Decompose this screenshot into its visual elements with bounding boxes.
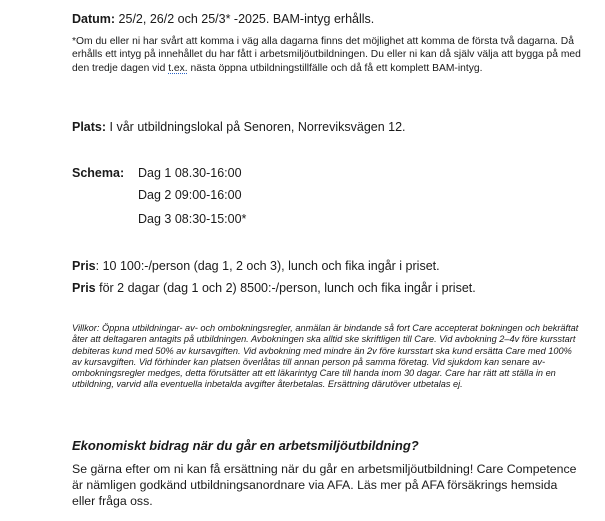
pris-line-1 xyxy=(72,259,587,274)
datum-text: 25/2, 26/2 och 25/3* -2025. BAM-intyg erhålls. xyxy=(118,12,375,26)
plats-text: I vår utbildningslokal på Senoren, Norreviksvägen 12. xyxy=(109,120,406,134)
pris-line-2 xyxy=(72,281,587,296)
plats-line xyxy=(72,120,587,135)
pris-label: Pris xyxy=(72,259,96,273)
datum-line xyxy=(72,12,587,27)
pris-text: för 2 dagar (dag 1 och 2) 8500:-/person, lunch och fika ingår i priset. xyxy=(95,281,476,295)
pris-label: Pris xyxy=(72,281,96,295)
note-text-after: nästa öppna utbildningstillfälle och då få ett komplett BAM-intyg. xyxy=(187,62,483,74)
ekonomi-heading: Ekonomiskt bidrag när du går en arbetsmiljöutbildning? xyxy=(72,438,419,453)
schema-label: Schema: xyxy=(72,166,125,180)
pris-text: : 10 100:-/person (dag 1, 2 och 3), lunch och fika ingår i priset. xyxy=(95,259,440,273)
villkor-text: Villkor: Öppna utbildningar- av- och ombokningsregler, anmälan är bindande så fort Care accepterat bokningen och bekräftat åter att deltagaren antagits på utbildningen. Avbokningen ska alltid ske skriftligen till Care. Vid avbokning 2–4v före kursstart debiteras kund med 50% av kursavgiften. Vid avbokning med mindre än 2v före kursstart ska kund ersätta Care med 100% av kursavgiften. Vid förhinder kan platsen överlåtas till annan person på samma företag. Vid sjukdom kan senare av- ombokningsregler medges, detta förutsätter att ett läkarintyg Care till handa inom 30 dagar. Care har rätt att ställa in en utbildning, varvid alla eventuella inbetalda avgifter återbetalas. Ersättning därutöver utbetalas ej. xyxy=(72,323,579,390)
attendance-note xyxy=(72,35,583,75)
note-abbreviation: t.ex. xyxy=(168,62,188,74)
ekonomi-text: Se gärna efter om ni kan få ersättning när du går en arbetsmiljöutbildning! Care Competence är nämligen godkänd utbildningsanordnare via AFA. Läs mer på AFA försäkrings hemsida eller fråga oss. xyxy=(72,462,577,508)
schema-day-1: Dag 1 08.30-16:00 xyxy=(138,166,242,180)
plats-label: Plats: xyxy=(72,120,107,134)
schema-day-2: Dag 2 09:00-16:00 xyxy=(138,188,242,202)
datum-label: Datum: xyxy=(72,12,116,26)
note-text-before: *Om du eller ni har svårt att komma i väg alla dagarna finns det möjlighet att komma de första två dagarna. Då erhålls ett intyg på innehållet du har fått i arbetsmiljöutbildningen. Du eller ni kan då själv välja att bygga på med den tredje dagen vid xyxy=(72,36,581,74)
schema-day-3: Dag 3 08:30-15:00* xyxy=(138,212,247,226)
